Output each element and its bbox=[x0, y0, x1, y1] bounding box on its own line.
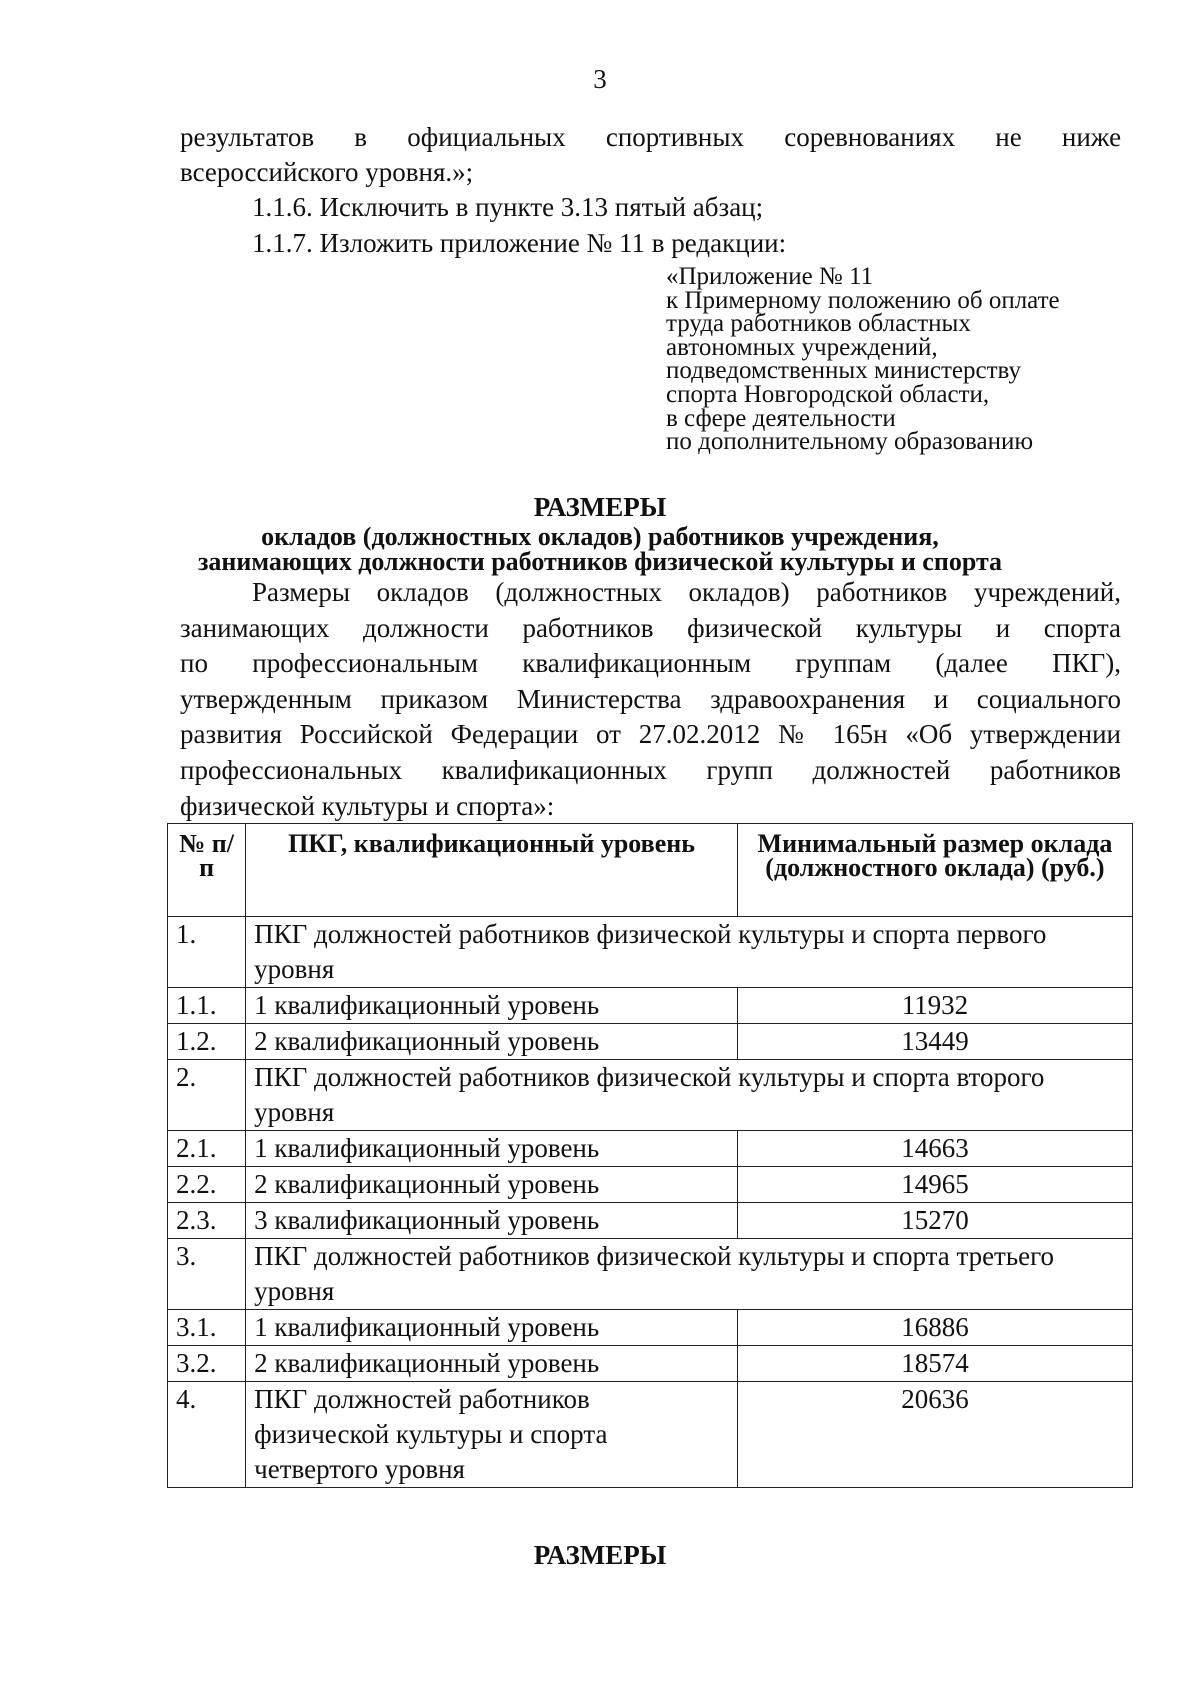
row-number: 2.3. bbox=[168, 1203, 246, 1239]
word: не bbox=[995, 122, 1022, 152]
row-number: 1.2. bbox=[168, 1024, 246, 1060]
continuation-line-2: всероссийского уровня.»; bbox=[180, 157, 474, 187]
table-row bbox=[168, 1346, 1133, 1382]
table-row bbox=[168, 1382, 1133, 1488]
row-number: 3.1. bbox=[168, 1310, 246, 1346]
table-row bbox=[168, 917, 1133, 988]
row-number: 3.2. bbox=[168, 1346, 246, 1382]
row-salary: 13449 bbox=[737, 1024, 1132, 1060]
description-line: занимающих должности работников физической культуры и спорта bbox=[180, 612, 1121, 643]
row-salary: 14663 bbox=[737, 1131, 1132, 1167]
appendix-line: труда работников областных bbox=[666, 310, 971, 338]
item-1-1-6: 1.1.6. Исключить в пункте 3.13 пятый абзац; bbox=[252, 192, 764, 222]
word: результатов bbox=[180, 122, 315, 152]
row-salary: 20636 bbox=[737, 1382, 1132, 1488]
word: ниже bbox=[1061, 122, 1122, 152]
row-number: 1.1. bbox=[168, 988, 246, 1024]
row-number: 2. bbox=[168, 1060, 246, 1131]
header-number: № п/п bbox=[168, 824, 246, 917]
row-salary: 14965 bbox=[737, 1167, 1132, 1203]
description-line: по профессиональным квалификационным группам (далее ПКГ), bbox=[180, 648, 1121, 679]
word: спортивных bbox=[605, 122, 745, 152]
row-group-name: ПКГ должностей работников физической культуры и спорта четвертого уровня bbox=[246, 1382, 738, 1488]
row-level-name: 2 квалификационный уровень bbox=[246, 1167, 738, 1203]
row-salary: 11932 bbox=[737, 988, 1132, 1024]
appendix-reference bbox=[666, 265, 1060, 454]
word: в bbox=[354, 122, 368, 152]
next-section-heading: РАЗМЕРЫ bbox=[533, 1540, 667, 1570]
row-level-name: 3 квалификационный уровень bbox=[246, 1203, 738, 1239]
row-group-name: ПКГ должностей работников физической культуры и спорта первого уровня bbox=[246, 917, 1133, 988]
appendix-line: к Примерному положению об оплате bbox=[666, 286, 1060, 314]
page-number: 3 bbox=[593, 64, 607, 94]
continuation-paragraph bbox=[180, 120, 1121, 190]
description-line: физической культуры и спорта»: bbox=[180, 790, 555, 821]
salary-table bbox=[167, 823, 1133, 1488]
row-number: 4. bbox=[168, 1382, 246, 1488]
row-number: 2.1. bbox=[168, 1131, 246, 1167]
row-salary: 16886 bbox=[737, 1310, 1132, 1346]
row-number: 1. bbox=[168, 917, 246, 988]
heading-title: РАЗМЕРЫ bbox=[533, 492, 667, 522]
table-row bbox=[168, 1131, 1133, 1167]
table-row bbox=[168, 1310, 1133, 1346]
word: официальных bbox=[407, 122, 566, 152]
description-paragraph bbox=[180, 575, 1121, 824]
table-row bbox=[168, 1203, 1133, 1239]
table-row bbox=[168, 988, 1133, 1024]
description-line: утвержденным приказом Министерства здравоохранения и социального bbox=[180, 683, 1121, 714]
row-salary: 18574 bbox=[737, 1346, 1132, 1382]
table-row bbox=[168, 1239, 1133, 1310]
appendix-line: «Приложение № 11 bbox=[666, 263, 874, 290]
description-line: развития Российской Федерации от 27.02.2012 № 165н «Об утверждении bbox=[180, 719, 1121, 750]
appendix-line: в сфере деятельности bbox=[666, 404, 896, 432]
appendix-line: спорта Новгородской области, bbox=[666, 380, 990, 408]
row-level-name: 2 квалификационный уровень bbox=[246, 1346, 738, 1382]
appendix-line: автономных учреждений, bbox=[666, 333, 938, 361]
row-level-name: 1 квалификационный уровень bbox=[246, 1131, 738, 1167]
heading-subtitle-line-2: занимающих должности работников физической культуры и спорта bbox=[197, 547, 1003, 576]
header-group-level: ПКГ, квалификационный уровень bbox=[246, 824, 738, 917]
heading-subtitle-line-1: окладов (должностных окладов) работников учреждения, bbox=[261, 522, 939, 551]
description-line: Размеры окладов (должностных окладов) работников учреждений, bbox=[252, 577, 1121, 607]
row-salary: 15270 bbox=[737, 1203, 1132, 1239]
row-group-name: ПКГ должностей работников физической культуры и спорта третьего уровня bbox=[246, 1239, 1133, 1310]
row-number: 3. bbox=[168, 1239, 246, 1310]
description-line: профессиональных квалификационных групп должностей работников bbox=[180, 754, 1121, 785]
appendix-line: подведомственных министерству bbox=[666, 357, 1021, 385]
row-level-name: 1 квалификационный уровень bbox=[246, 988, 738, 1024]
table-header-row bbox=[168, 824, 1133, 917]
table-row bbox=[168, 1167, 1133, 1203]
row-level-name: 1 квалификационный уровень bbox=[246, 1310, 738, 1346]
header-min-salary: Минимальный размер оклада (должностного оклада) (руб.) bbox=[737, 824, 1132, 917]
word: соревнованиях bbox=[784, 122, 956, 152]
table-row bbox=[168, 1060, 1133, 1131]
row-number: 2.2. bbox=[168, 1167, 246, 1203]
table-row bbox=[168, 1024, 1133, 1060]
row-group-name: ПКГ должностей работников физической культуры и спорта второго уровня bbox=[246, 1060, 1133, 1131]
appendix-line: по дополнительному образованию bbox=[666, 428, 1034, 456]
continuation-line-1 bbox=[180, 120, 1121, 155]
row-level-name: 2 квалификационный уровень bbox=[246, 1024, 738, 1060]
item-1-1-7: 1.1.7. Изложить приложение № 11 в редакции: bbox=[252, 228, 787, 258]
